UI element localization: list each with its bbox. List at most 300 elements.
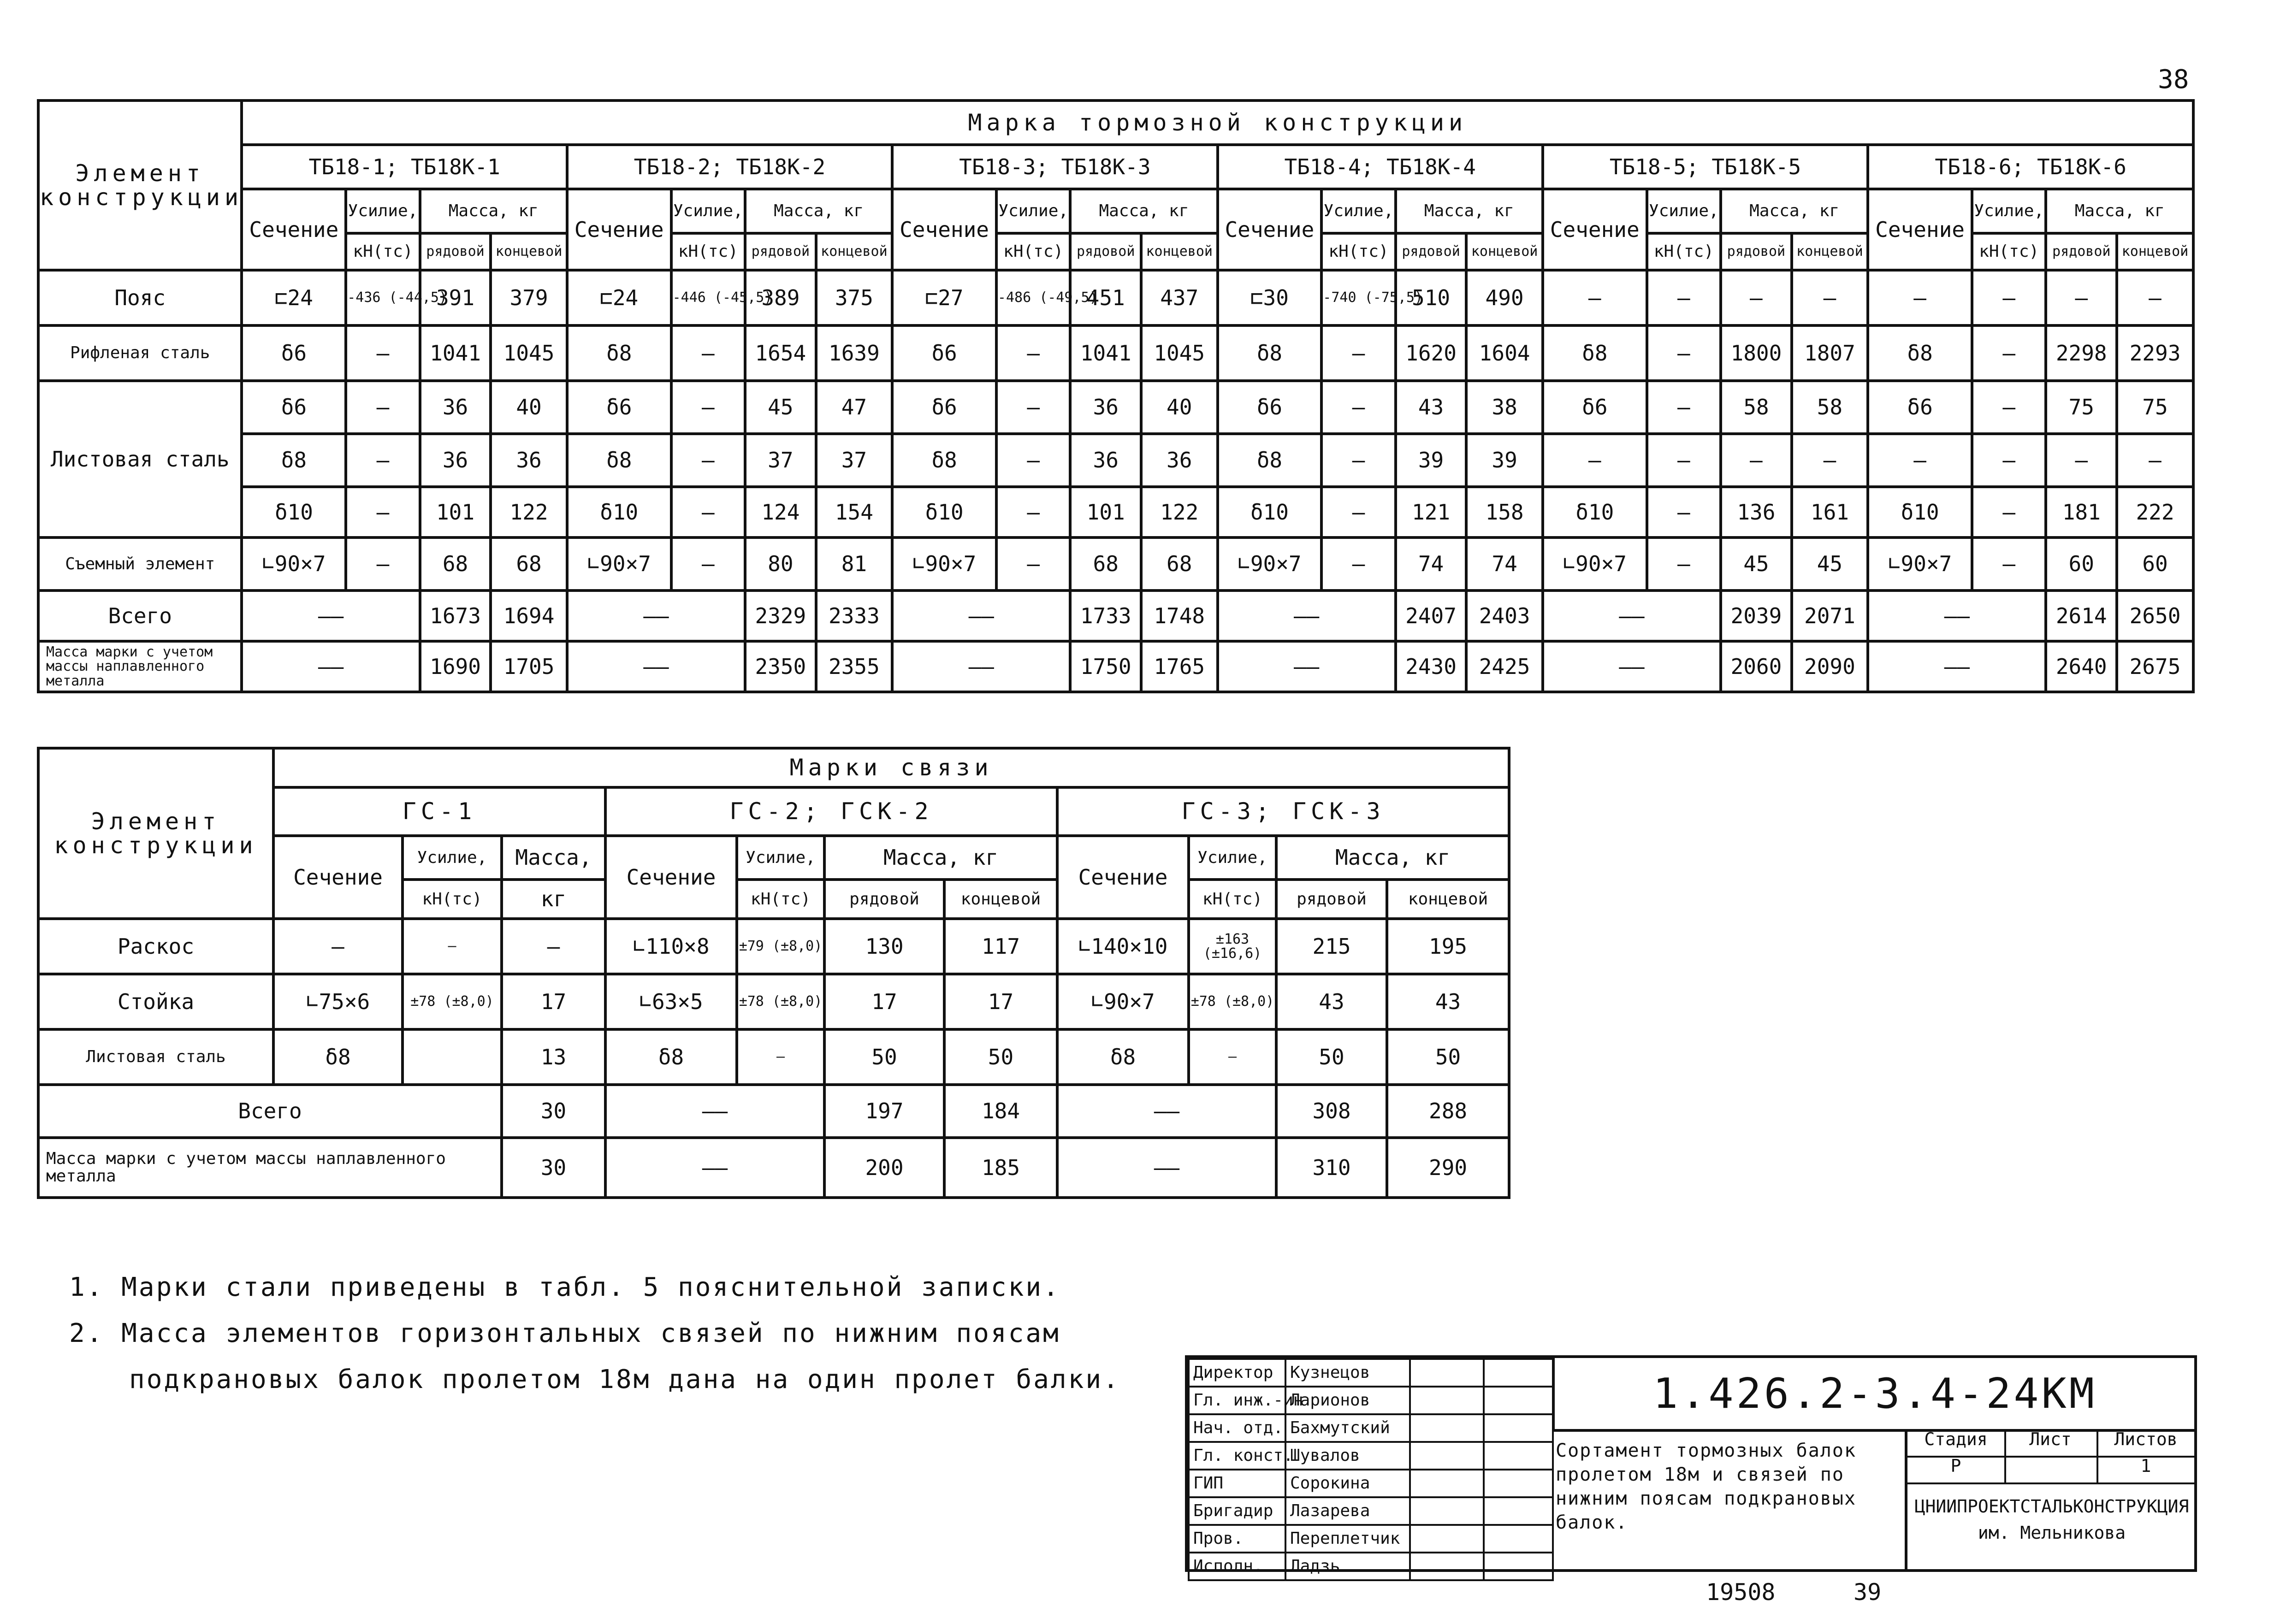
mass-row-cell: 58 (1721, 381, 1792, 434)
mass-row-cell: 43 (1396, 381, 1467, 434)
table-row (38, 1029, 1509, 1085)
row-label: Листовая сталь (38, 381, 242, 537)
section-header: Сечение (892, 189, 996, 270)
section-cell: ∟90×7 (567, 537, 671, 591)
weld-end: 290 (1387, 1138, 1509, 1198)
group-header: ГС-3; ГСК-3 (1057, 787, 1509, 836)
dash-cell: —— (1057, 1138, 1276, 1198)
force-cell: — (1321, 487, 1396, 537)
weld-row: 200 (824, 1138, 944, 1198)
total-end: 2650 (2117, 591, 2193, 641)
force-header: Усилие, (671, 189, 746, 233)
mass-header: Масса, кг (1276, 836, 1509, 880)
mass-end-cell: 40 (491, 381, 567, 434)
role-cell: Гл. конст. (1189, 1442, 1285, 1470)
sheet-title: Сортамент тормозных балок пролетом 18м и связей по нижним поясам подкрановых балок. (1556, 1440, 1857, 1533)
weld-label: Масса марки с учетом массы наплавленного металла (38, 641, 242, 692)
force-unit: кН(тс) (403, 880, 502, 919)
section-cell: δ8 (1543, 325, 1647, 381)
section-cell: — (1868, 270, 1972, 325)
element-header: Элемент конструкции (38, 748, 273, 919)
total-end: 1748 (1141, 591, 1218, 641)
section-cell: δ8 (1218, 325, 1322, 381)
force-cell: — (996, 381, 1071, 434)
role-cell: Бригадир (1189, 1497, 1285, 1525)
force-cell: — (737, 1029, 824, 1085)
role-cell: Исполн. (1189, 1553, 1285, 1580)
mass-row-cell: 181 (2046, 487, 2117, 537)
mass-row-cell: — (2046, 434, 2117, 487)
sheet-label: Лист (2004, 1429, 2098, 1458)
total-end: 184 (944, 1085, 1057, 1138)
name-cell: Переплетчик (1285, 1525, 1410, 1553)
force-cell: ±78 (±8,0) (737, 974, 824, 1029)
document-code: 1.426.2-3.4-24КМ (1552, 1358, 2195, 1432)
role-cell: Гл. инж.-ин (1189, 1387, 1285, 1414)
mass-header: Масса, кг (1070, 189, 1217, 233)
mass-end-cell: 158 (1466, 487, 1543, 537)
section-cell: δ8 (1868, 325, 1972, 381)
section-cell: — (1868, 434, 1972, 487)
stage-label: Стадия (1907, 1429, 2006, 1458)
force-cell: — (346, 487, 420, 537)
force-unit: кН(тс) (671, 233, 746, 270)
section-cell: δ8 (567, 434, 671, 487)
force-unit: кН(тс) (737, 880, 824, 919)
force-unit: кН(тс) (1189, 880, 1276, 919)
mass-end-header: концевой (1466, 233, 1543, 270)
mass-end-cell: 154 (816, 487, 893, 537)
force-cell: — (1647, 325, 1721, 381)
weld-end: 1705 (491, 641, 567, 692)
section-cell: δ10 (1868, 487, 1972, 537)
force-header: Усилие, (1647, 189, 1721, 233)
mass-end-cell: 47 (816, 381, 893, 434)
mass-row-cell: — (2046, 270, 2117, 325)
force-header: Усилие, (1321, 189, 1396, 233)
section-cell: ∟63×5 (605, 974, 737, 1029)
mass-row-cell: — (1721, 434, 1792, 487)
force-cell: — (346, 434, 420, 487)
table-row (38, 974, 1509, 1029)
mass-header: Масса, кг (745, 189, 892, 233)
table-row (38, 919, 1509, 974)
mass-end-cell: 490 (1466, 270, 1543, 325)
signature-row (1189, 1470, 1553, 1497)
mass-end-cell: 50 (1387, 1029, 1509, 1085)
section-cell: δ10 (1543, 487, 1647, 537)
mass-row-cell: 50 (824, 1029, 944, 1085)
weld-row: 2350 (745, 641, 816, 692)
mass-end-cell: 1807 (1792, 325, 1868, 381)
mass-cell: — (502, 919, 605, 974)
signature-row (1189, 1525, 1553, 1553)
mass-row-cell: 391 (420, 270, 491, 325)
mass-header: Масса, кг (824, 836, 1057, 880)
sheet-footer-number: 39 (1854, 1579, 1882, 1606)
brake-structure-table (37, 99, 2195, 693)
total-end: 1694 (491, 591, 567, 641)
mass-row-cell: 80 (745, 537, 816, 591)
signature-cell (1410, 1525, 1484, 1553)
mass-row-cell: 1654 (745, 325, 816, 381)
total-g1: 30 (502, 1085, 605, 1138)
total-row: 1733 (1070, 591, 1141, 641)
dash-cell: —— (892, 591, 1070, 641)
mass-end-cell: 37 (816, 434, 893, 487)
section-cell: δ6 (1218, 381, 1322, 434)
group-header: ТБ18-5; ТБ18К-5 (1543, 145, 1868, 189)
weld-row: 310 (1276, 1138, 1387, 1198)
mass-row-cell: 36 (420, 434, 491, 487)
table-row (38, 434, 2193, 487)
mass-end-cell: 40 (1141, 381, 1218, 434)
mass-row-cell: 75 (2046, 381, 2117, 434)
force-cell: — (1972, 537, 2046, 591)
weld-label: Масса марки с учетом массы наплавленного металла (38, 1138, 502, 1198)
weld-row: 2640 (2046, 641, 2117, 692)
mass-end-cell: 60 (2117, 537, 2193, 591)
section-header: Сечение (1057, 836, 1189, 919)
mass-row-cell: 74 (1396, 537, 1467, 591)
force-cell: -446 (-45,5) (671, 270, 746, 325)
total-row: 2407 (1396, 591, 1467, 641)
table-title: Марка тормозной конструкции (242, 100, 2193, 145)
group-header: ТБ18-3; ТБ18К-3 (892, 145, 1217, 189)
signature-list (1188, 1358, 1554, 1581)
inventory-number: 19508 (1706, 1579, 1776, 1606)
mass-cell: 17 (502, 974, 605, 1029)
mass-end-header: концевой (944, 880, 1057, 919)
mass-end-cell: 50 (944, 1029, 1057, 1085)
force-cell: — (1321, 325, 1396, 381)
mass-end-header: концевой (1792, 233, 1868, 270)
signature-cell (1410, 1387, 1484, 1414)
mass-end-cell: — (1792, 270, 1868, 325)
element-header: Элемент конструкции (38, 100, 242, 270)
signature-row (1189, 1387, 1553, 1414)
mass-row-cell: 36 (420, 381, 491, 434)
mass-header: Масса, кг (420, 189, 567, 233)
section-cell: — (273, 919, 403, 974)
group-header: ГС-2; ГСК-2 (605, 787, 1057, 836)
force-header: Усилие, (1189, 836, 1276, 880)
force-cell: — (1647, 537, 1721, 591)
sheets-label: Листов (2097, 1429, 2195, 1458)
section-cell: ∟90×7 (1868, 537, 1972, 591)
dash-cell: —— (1218, 591, 1396, 641)
mass-row-cell: 43 (1276, 974, 1387, 1029)
name-cell: Ладзь (1285, 1553, 1410, 1580)
signature-cell (1410, 1442, 1484, 1470)
mass-row-header: рядовой (1070, 233, 1141, 270)
dash-cell: —— (1543, 591, 1721, 641)
mass-header: Масса, кг (1396, 189, 1543, 233)
force-cell: -436 (-44,5) (346, 270, 420, 325)
force-cell: — (996, 487, 1071, 537)
section-cell: δ8 (605, 1029, 737, 1085)
force-header: Усилие, (346, 189, 420, 233)
signature-cell (1410, 1497, 1484, 1525)
section-cell: — (1543, 270, 1647, 325)
force-unit: кН(тс) (996, 233, 1071, 270)
force-unit: кН(тс) (346, 233, 420, 270)
section-cell: δ6 (242, 381, 346, 434)
date-cell (1484, 1553, 1553, 1580)
mass-end-header: концевой (1141, 233, 1218, 270)
name-cell: Лазарева (1285, 1497, 1410, 1525)
row-label: Стойка (38, 974, 273, 1029)
section-header: Сечение (1868, 189, 1972, 270)
force-cell: — (1647, 270, 1721, 325)
section-cell: δ6 (892, 381, 996, 434)
force-cell: — (1972, 381, 2046, 434)
weld-end: 2355 (816, 641, 893, 692)
mass-row-cell: 37 (745, 434, 816, 487)
mass-row-cell: 451 (1070, 270, 1141, 325)
dash-cell: —— (567, 591, 745, 641)
total-row: 2039 (1721, 591, 1792, 641)
mass-end-cell: 74 (1466, 537, 1543, 591)
weld-row: 1750 (1070, 641, 1141, 692)
section-cell: δ8 (1057, 1029, 1189, 1085)
section-cell: δ8 (242, 434, 346, 487)
total-row: 197 (824, 1085, 944, 1138)
table-row (38, 100, 2193, 145)
mass-end-header: концевой (1387, 880, 1509, 919)
force-cell: — (1321, 434, 1396, 487)
mass-row-cell: 68 (1070, 537, 1141, 591)
force-cell: ±163 (±16,6) (1189, 919, 1276, 974)
section-cell: δ8 (1218, 434, 1322, 487)
weld-end: 2675 (2117, 641, 2193, 692)
group-header: ТБ18-2; ТБ18К-2 (567, 145, 892, 189)
section-cell: δ8 (273, 1029, 403, 1085)
mass-end-cell: 2293 (2117, 325, 2193, 381)
section-cell: δ6 (567, 381, 671, 434)
dash-cell: —— (1868, 641, 2046, 692)
force-cell: — (1972, 487, 2046, 537)
section-cell: ∟90×7 (892, 537, 996, 591)
force-cell: — (671, 381, 746, 434)
section-cell: ⊏30 (1218, 270, 1322, 325)
section-header: Сечение (242, 189, 346, 270)
weld-end: 2090 (1792, 641, 1868, 692)
force-cell: — (1972, 325, 2046, 381)
section-cell: ∟140×10 (1057, 919, 1189, 974)
mass-end-cell: 68 (491, 537, 567, 591)
section-header: Сечение (605, 836, 737, 919)
mass-header: Масса, кг (2046, 189, 2193, 233)
force-cell: -740 (-75,5) (1321, 270, 1396, 325)
force-cell: — (1647, 381, 1721, 434)
title-block (1185, 1355, 2197, 1576)
mass-row-header: рядовой (745, 233, 816, 270)
dash-cell: —— (1543, 641, 1721, 692)
dash-cell: —— (605, 1085, 824, 1138)
group-header: ТБ18-1; ТБ18К-1 (242, 145, 567, 189)
force-unit: кН(тс) (1321, 233, 1396, 270)
mass-end-cell: 43 (1387, 974, 1509, 1029)
mass-header: Масса, кг (1721, 189, 1868, 233)
date-cell (1484, 1359, 1553, 1387)
dash-cell: —— (605, 1138, 824, 1198)
mass-row-cell: 101 (1070, 487, 1141, 537)
mass-row-cell: 36 (1070, 381, 1141, 434)
signature-cell (1410, 1470, 1484, 1497)
mass-row-cell: 1620 (1396, 325, 1467, 381)
section-cell: ∟75×6 (273, 974, 403, 1029)
dash-cell: —— (1218, 641, 1396, 692)
mass-row-header: рядовой (2046, 233, 2117, 270)
mass-end-cell: 122 (491, 487, 567, 537)
mass-row-cell: 50 (1276, 1029, 1387, 1085)
mass-row-cell: 45 (1721, 537, 1792, 591)
page-number: 38 (2158, 65, 2189, 94)
mass-row-header: рядовой (420, 233, 491, 270)
mass-end-cell: 36 (491, 434, 567, 487)
group-header: ГС-1 (273, 787, 605, 836)
mass-row-cell: 2298 (2046, 325, 2117, 381)
total-row: 2329 (745, 591, 816, 641)
force-cell: — (346, 325, 420, 381)
signature-cell (1410, 1414, 1484, 1442)
name-cell: Кузнецов (1285, 1359, 1410, 1387)
group-header: ТБ18-4; ТБ18К-4 (1218, 145, 1543, 189)
mass-end-cell: — (2117, 270, 2193, 325)
section-cell: δ10 (567, 487, 671, 537)
mass-row-header: рядовой (1721, 233, 1792, 270)
total-row: 308 (1276, 1085, 1387, 1138)
mass-row-cell: 130 (824, 919, 944, 974)
mass-row-cell: 60 (2046, 537, 2117, 591)
section-cell: δ8 (892, 434, 996, 487)
date-cell (1484, 1525, 1553, 1553)
row-label: Листовая сталь (38, 1029, 273, 1085)
date-cell (1484, 1387, 1553, 1414)
date-cell (1484, 1470, 1553, 1497)
sheet-value (2004, 1456, 2098, 1484)
table-row (38, 641, 2193, 692)
mass-end-cell: 39 (1466, 434, 1543, 487)
row-label: Съемный элемент (38, 537, 242, 591)
note-1: 1. Марки стали приведены в табл. 5 пояснительной записки. (69, 1272, 1060, 1302)
table-row (38, 487, 2193, 537)
force-cell: — (996, 537, 1071, 591)
mass-row-cell: 36 (1070, 434, 1141, 487)
force-cell: — (1321, 537, 1396, 591)
role-cell: ГИП (1189, 1470, 1285, 1497)
mass-cell: 13 (502, 1029, 605, 1085)
signature-row (1189, 1497, 1553, 1525)
total-end: 2333 (816, 591, 893, 641)
total-end: 2403 (1466, 591, 1543, 641)
mass-end-cell: 1045 (1141, 325, 1218, 381)
section-cell: δ6 (1868, 381, 1972, 434)
table-row (38, 381, 2193, 434)
force-header: Усилие, (737, 836, 824, 880)
section-cell: δ10 (892, 487, 996, 537)
mass-end-cell: — (2117, 434, 2193, 487)
mass-row-cell: 68 (420, 537, 491, 591)
name-cell: Ларионов (1285, 1387, 1410, 1414)
mass-row-cell: 1800 (1721, 325, 1792, 381)
force-cell: — (1189, 1029, 1276, 1085)
name-cell: Сорокина (1285, 1470, 1410, 1497)
mass-end-cell: 45 (1792, 537, 1868, 591)
role-cell: Пров. (1189, 1525, 1285, 1553)
section-cell: — (1543, 434, 1647, 487)
brace-table (37, 747, 1510, 1199)
signature-row (1189, 1359, 1553, 1387)
force-cell: — (346, 537, 420, 591)
stage-value: Р (1907, 1456, 2006, 1484)
mass-row-header: рядовой (824, 880, 944, 919)
force-cell: — (1647, 487, 1721, 537)
mass-end-header: концевой (816, 233, 893, 270)
row-label: Раскос (38, 919, 273, 974)
total-row: 1673 (420, 591, 491, 641)
signature-row (1189, 1442, 1553, 1470)
force-cell: — (1321, 381, 1396, 434)
name-cell: Шувалов (1285, 1442, 1410, 1470)
force-header: Усилие, (1972, 189, 2046, 233)
mass-end-cell: 375 (816, 270, 893, 325)
mass-end-cell: 122 (1141, 487, 1218, 537)
weld-end: 185 (944, 1138, 1057, 1198)
section-cell: δ10 (1218, 487, 1322, 537)
mass-unit: кг (502, 880, 605, 919)
force-cell: — (1972, 434, 2046, 487)
mass-row-header: рядовой (1276, 880, 1387, 919)
section-header: Сечение (273, 836, 403, 919)
signature-row (1189, 1414, 1553, 1442)
role-cell: Директор (1189, 1359, 1285, 1387)
force-cell: ±78 (±8,0) (403, 974, 502, 1029)
mass-row-header: рядовой (1396, 233, 1467, 270)
mass-row-cell: 389 (745, 270, 816, 325)
force-cell: ±79 (±8,0) (737, 919, 824, 974)
force-cell (403, 1029, 502, 1085)
section-header: Сечение (1218, 189, 1322, 270)
mass-end-cell: 38 (1466, 381, 1543, 434)
force-cell: — (1647, 434, 1721, 487)
total-end: 2071 (1792, 591, 1868, 641)
force-cell: — (671, 487, 746, 537)
date-cell (1484, 1442, 1553, 1470)
mass-end-cell: 161 (1792, 487, 1868, 537)
date-cell (1484, 1497, 1553, 1525)
mass-header: Масса, (502, 836, 605, 880)
total-label: Всего (38, 591, 242, 641)
force-cell: — (346, 381, 420, 434)
mass-row-cell: 1041 (1070, 325, 1141, 381)
mass-row-cell: 510 (1396, 270, 1467, 325)
signature-cell (1410, 1359, 1484, 1387)
mass-row-cell: 136 (1721, 487, 1792, 537)
dash-cell: —— (567, 641, 745, 692)
row-label: Рифленая сталь (38, 325, 242, 381)
dash-cell: —— (892, 641, 1070, 692)
section-cell: ∟110×8 (605, 919, 737, 974)
mass-end-header: концевой (491, 233, 567, 270)
mass-row-cell: 45 (745, 381, 816, 434)
name-cell: Бахмутский (1285, 1414, 1410, 1442)
table-row (38, 145, 2193, 189)
table-row (38, 325, 2193, 381)
section-cell: ∟90×7 (242, 537, 346, 591)
mass-row-cell: 124 (745, 487, 816, 537)
